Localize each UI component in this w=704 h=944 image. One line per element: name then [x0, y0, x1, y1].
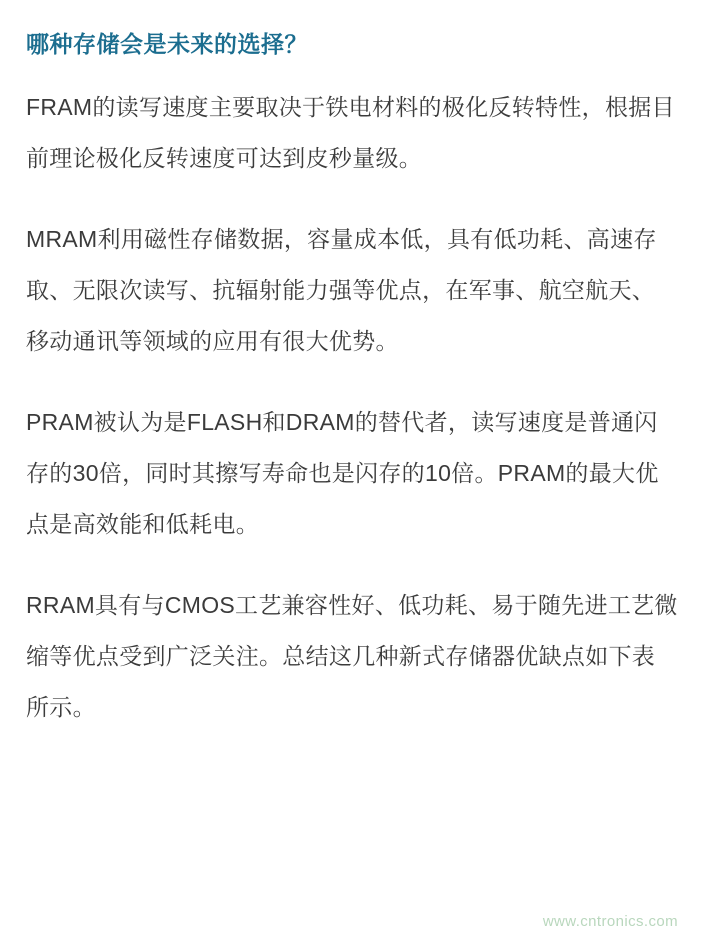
page-title: 哪种存储会是未来的选择？	[26, 31, 308, 57]
paragraph-pram: PRAM被认为是FLASH和DRAM的替代者，读写速度是普通闪存的30倍，同时其擦写寿命也是闪存的10倍。PRAM的最大优点是高效能和低耗电。	[26, 409, 659, 538]
site-watermark: www.cntronics.com	[542, 913, 678, 930]
paragraph-fram: FRAM的读写速度主要取决于铁电材料的极化反转特性，根据目前理论极化反转速度可达到皮秒量级。	[26, 94, 675, 172]
paragraph-rram: RRAM具有与CMOS工艺兼容性好、低功耗、易于随先进工艺微缩等优点受到广泛关注。总结这几种新式存储器优缺点如下表所示。	[26, 592, 678, 721]
paragraph-mram: MRAM利用磁性存储数据，容量成本低，具有低功耗、高速存取、无限次读写、抗辐射能力强等优点，在军事、航空航天、移动通讯等领域的应用有很大优势。	[26, 226, 657, 355]
